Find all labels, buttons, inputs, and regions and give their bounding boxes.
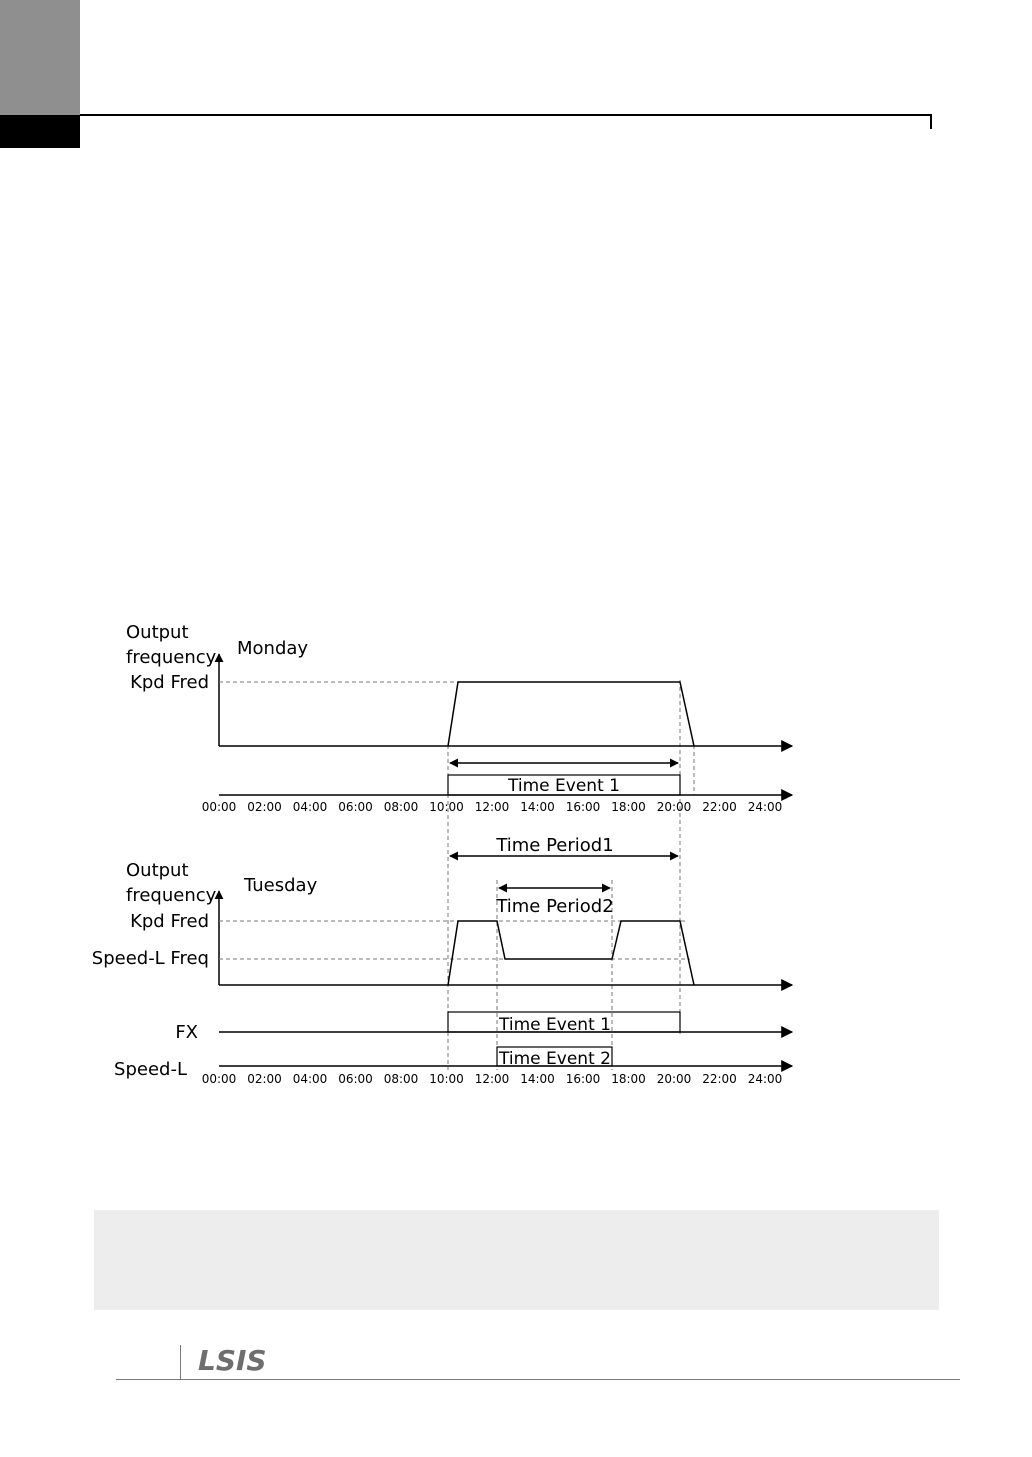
monday-tick-label: 16:00 [565, 800, 601, 814]
tuesday-kpd-label: Kpd Fred [130, 911, 209, 932]
monday-chart [126, 622, 792, 796]
tuesday-period1-label: Time Period1 [496, 835, 614, 856]
monday-level-label: Kpd Fred [130, 672, 209, 693]
tuesday-tick-label: 18:00 [611, 1072, 646, 1086]
tuesday-tick-label: 04:00 [292, 1072, 328, 1086]
monday-tick-label: 12:00 [474, 800, 510, 814]
monday-ylabel-line2: frequency [126, 647, 217, 668]
monday-tick-label: 08:00 [383, 800, 419, 814]
monday-time-ticks [202, 800, 783, 814]
tuesday-tick-label: 16:00 [565, 1072, 601, 1086]
monday-tick-label: 18:00 [611, 800, 646, 814]
monday-tick-label: 00:00 [201, 800, 237, 814]
tuesday-speedl-freq-label: Speed-L Freq [91, 948, 209, 969]
tuesday-tick-label: 00:00 [201, 1072, 237, 1086]
tuesday-ylabel-line1: Output [126, 860, 189, 881]
monday-day-label: Monday [237, 638, 309, 659]
tuesday-time-event-1-label: Time Event 1 [499, 1015, 611, 1035]
tuesday-time-ticks [202, 1072, 783, 1086]
tuesday-tick-label: 02:00 [247, 1072, 282, 1086]
monday-time-event-1-label: Time Event 1 [508, 776, 620, 796]
tuesday-period2-label: Time Period2 [496, 896, 614, 917]
monday-ylabel-line1: Output [126, 622, 189, 643]
lsis-logo-text: LSIS [198, 1344, 267, 1376]
tuesday-fx-label: FX [175, 1022, 198, 1043]
tuesday-tick-label: 06:00 [338, 1072, 373, 1086]
footer-divider [180, 1345, 181, 1380]
monday-tick-label: 02:00 [247, 800, 282, 814]
tuesday-tick-label: 20:00 [656, 1072, 692, 1086]
tuesday-day-label: Tuesday [244, 875, 318, 896]
tuesday-chart [92, 835, 792, 1080]
lsis-logo [196, 1340, 286, 1376]
footer-rule [116, 1379, 960, 1380]
monday-tick-label: 10:00 [429, 800, 464, 814]
tuesday-tick-label: 14:00 [520, 1072, 555, 1086]
tuesday-time-event-2-label: Time Event 2 [499, 1049, 611, 1069]
tuesday-ylabel-line2: frequency [126, 885, 217, 906]
tuesday-tick-label: 08:00 [383, 1072, 419, 1086]
tuesday-tick-label: 24:00 [747, 1072, 783, 1086]
tuesday-tick-label: 10:00 [429, 1072, 464, 1086]
monday-tick-label: 04:00 [292, 800, 328, 814]
note-box [94, 1210, 939, 1310]
tuesday-tick-label: 22:00 [702, 1072, 737, 1086]
tuesday-frequency-profile [448, 921, 694, 985]
monday-tick-label: 24:00 [747, 800, 783, 814]
monday-tick-label: 14:00 [520, 800, 555, 814]
monday-tick-label: 06:00 [338, 800, 373, 814]
monday-tick-label: 22:00 [702, 800, 737, 814]
monday-tick-label: 20:00 [656, 800, 692, 814]
monday-frequency-profile [448, 682, 694, 746]
tuesday-tick-label: 12:00 [474, 1072, 510, 1086]
tuesday-speedl-label: Speed-L [114, 1059, 187, 1080]
